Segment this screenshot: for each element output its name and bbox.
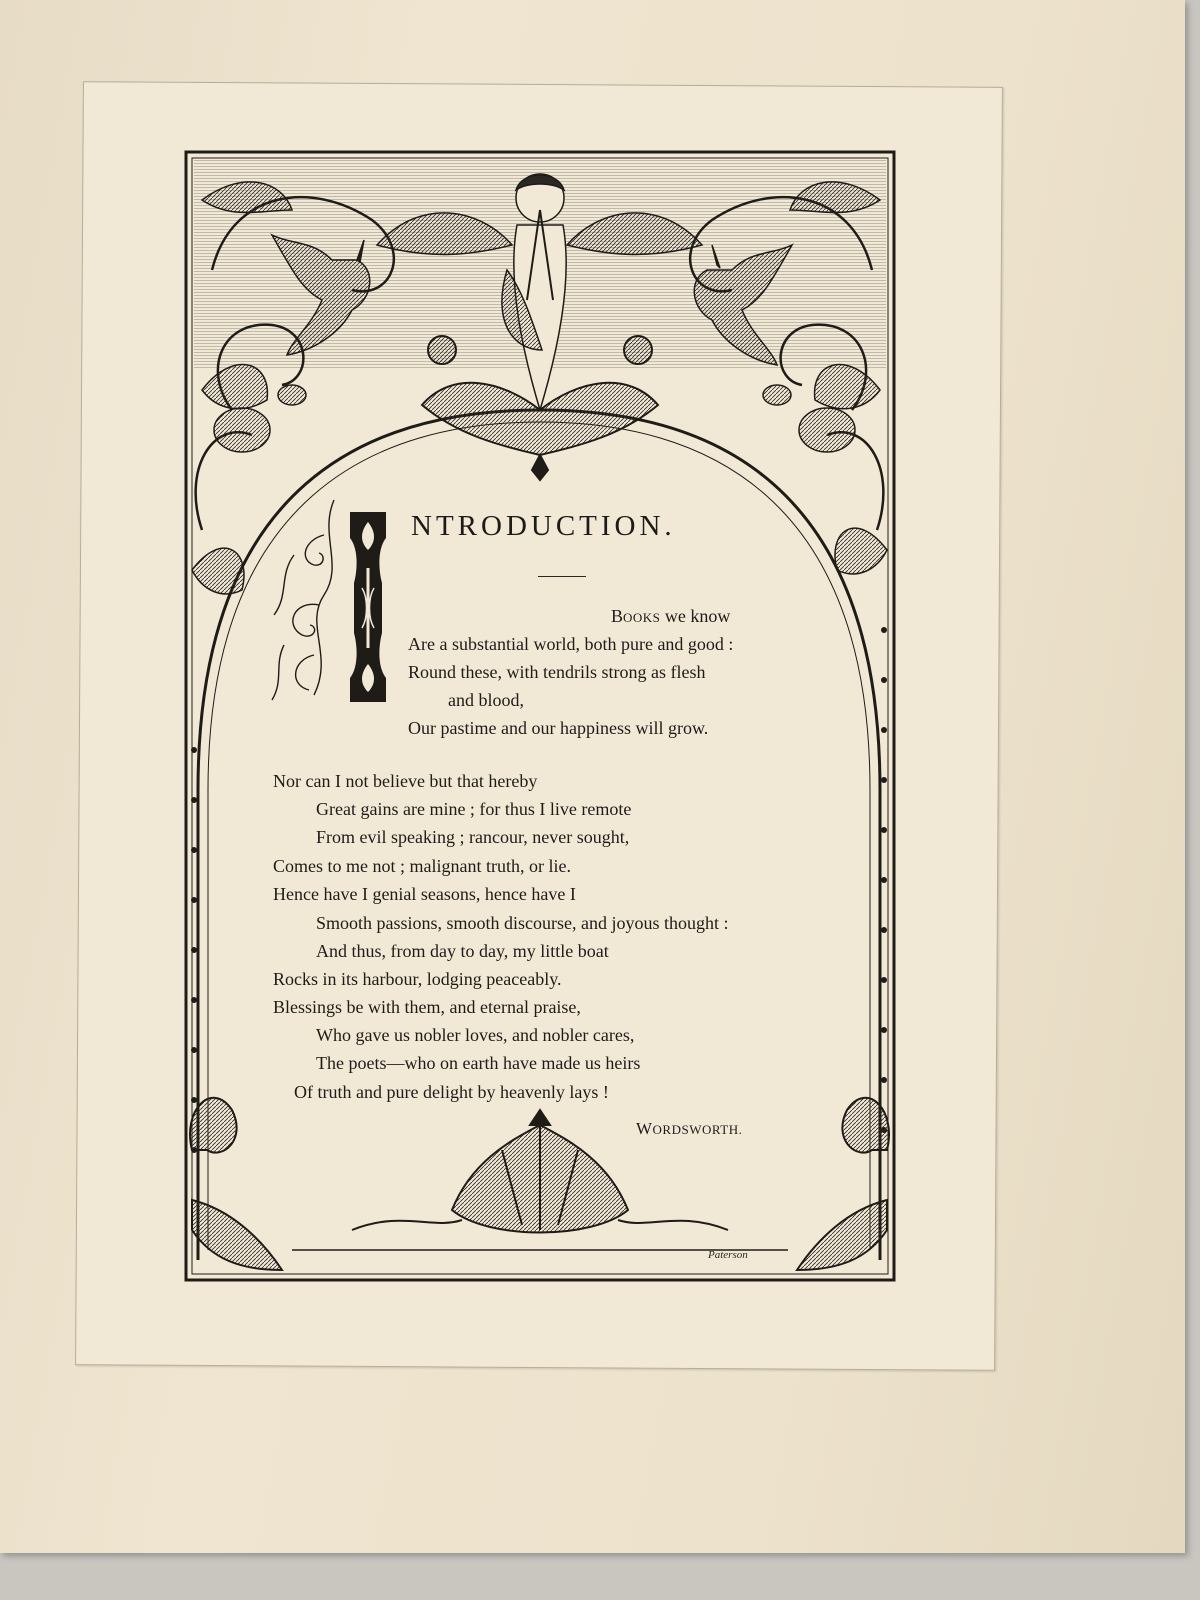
verse-line-s2-7: And thus, from day to day, my little boat [316, 941, 609, 961]
author-attribution: WORDSWORTH. [636, 1119, 743, 1138]
verse-line-s2-3: From evil speaking ; rancour, never sought, [316, 827, 630, 847]
verse-line-s1-1: BOOKS we know [611, 606, 731, 626]
verse-line-s2-4: Comes to me not ; malignant truth, or lie. [273, 856, 571, 876]
verse-line-s2-6: Smooth passions, smooth discourse, and joyous thought : [316, 913, 729, 933]
verse-line-s1-3: Round these, with tendrils strong as flesh [408, 662, 706, 682]
verse-line-s1-5: Our pastime and our happiness will grow. [408, 718, 709, 738]
verse-line-s1-4: and blood, [448, 690, 524, 710]
page-title: NTRODUCTION. [411, 510, 676, 542]
drop-cap-i [346, 508, 390, 706]
verse-line-s2-5: Hence have I genial seasons, hence have I [273, 884, 576, 904]
title-divider [538, 575, 586, 579]
verse-line-s2-12: Of truth and pure delight by heavenly lays ! [294, 1082, 609, 1102]
verse-line-s2-9: Blessings be with them, and eternal praise, [273, 997, 581, 1017]
verse-line-s2-2: Great gains are mine ; for thus I live remote [316, 799, 632, 819]
verse-line-s2-8: Rocks in its harbour, lodging peaceably. [273, 969, 562, 989]
verse-line-s1-2: Are a substantial world, both pure and good : [408, 634, 734, 654]
verse-line-s2-1: Nor can I not believe but that hereby [273, 771, 538, 791]
drop-cap-flourish [264, 495, 350, 710]
verse-line-s2-11: The poets—who on earth have made us heirs [316, 1053, 641, 1073]
verse-line-s2-10: Who gave us nobler loves, and nobler cares, [316, 1025, 635, 1045]
engraver-signature: Paterson [708, 1249, 748, 1261]
